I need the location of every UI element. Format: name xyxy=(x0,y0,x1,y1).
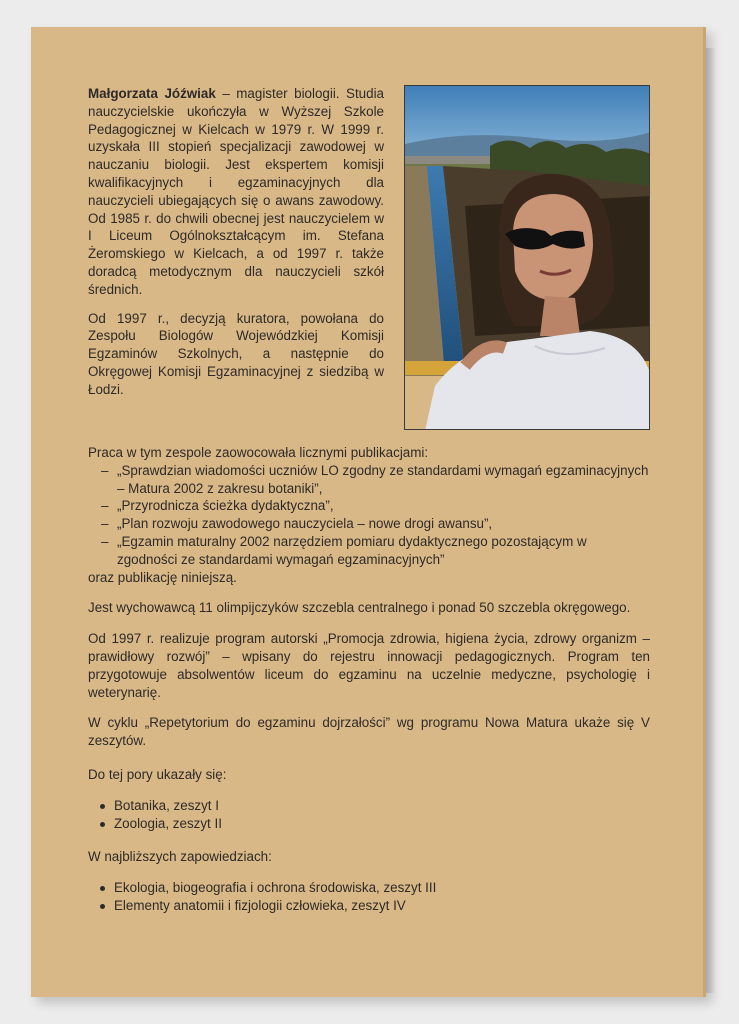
main-text xyxy=(88,444,650,931)
list-dash: – xyxy=(101,516,109,532)
publications-list xyxy=(88,462,650,569)
bio-paragraph-1 xyxy=(88,85,384,299)
upcoming-list xyxy=(88,879,650,915)
publications-outro: oraz publikację niniejszą. xyxy=(88,569,237,585)
list-item: – „Plan rozwoju zawodowego nauczyciela – nowe drogi awansu”, xyxy=(101,516,493,532)
list-dash: – xyxy=(101,498,109,514)
bio-paragraph-2: Od 1997 r., decyzją kuratora, powołana do Zespołu Biologów Wojewódzkiej Komisji Egzaminów Szkolnych, a następnie do Okręgowej Komisji Egzaminacyjnej z siedzibą w Łodzi. xyxy=(88,310,384,397)
author-bio xyxy=(88,85,384,410)
list-item: – „Egzamin maturalny 2002 narzędziem pomiaru dydaktycznego pozostającym w zgodności ze standardami wymagań egzaminacyjnych” xyxy=(101,533,587,567)
author-name: Małgorzata Jóźwiak xyxy=(88,86,216,101)
published-list xyxy=(88,797,650,833)
bullet-icon xyxy=(100,886,105,891)
list-dash: – xyxy=(101,533,109,549)
list-item: – „Sprawdzian wiadomości uczniów LO zgodny ze standardami wymagań egzaminacyjnych – Matura 2002 z zakresu botaniki”, xyxy=(101,462,649,496)
list-dash: – xyxy=(101,462,109,478)
upcoming-heading: W najbliższych zapowiedziach: xyxy=(88,849,272,865)
bullet-icon xyxy=(100,804,105,809)
bullet-icon xyxy=(100,822,105,827)
bio-text: – magister biologii. Studia nauczycielskie ukończyła w Wyższej Szkole Pedagogicznej w Kielcach w 1979 r. W 1999 r. uzyskała III stopień specjalizacji zawodowej w nauczaniu biologii. Jest ekspertem komisji kwalifikacyjnych i egzaminacyjnych dla nauczycieli ubiegających się o awans zawodowy. Od 1985 r. do chwili obecnej jest nauczycielem w I Liceum Ogólnokształcącym im. Stefana Żeromskiego w Kielcach, a od 1997 r. także doradcą metodycznym dla nauczycieli szkół średnich. xyxy=(88,86,385,297)
list-item: Botanika, zeszyt I xyxy=(88,797,650,815)
list-item: Ekologia, biogeografia i ochrona środowiska, zeszyt III xyxy=(88,879,650,897)
bullet-icon xyxy=(100,904,105,909)
author-photo xyxy=(404,85,650,430)
cover-shadow xyxy=(706,48,716,993)
list-item: Elementy anatomii i fizjologii człowieka, zeszyt IV xyxy=(88,897,650,915)
list-item: Zoologia, zeszyt II xyxy=(88,815,650,833)
olympians-paragraph: Jest wychowawcą 11 olimpijczyków szczebla centralnego i ponad 50 szczebla okręgowego. xyxy=(88,600,631,616)
program-paragraph: Od 1997 r. realizuje program autorski „Promocja zdrowia, higiena życia, zdrowy organizm – prawidłowy rozwój” – wpisany do rejestru innowacji pedagogicznych. Program ten przygotowuje absolwentów liceum do egzaminu na uczelnie medyczne, psychologię i weterynarię. xyxy=(88,631,650,700)
list-item: – „Przyrodnicza ścieżka dydaktyczna”, xyxy=(101,498,334,514)
published-heading: Do tej pory ukazały się: xyxy=(88,766,227,782)
publications-intro: Praca w tym zespole zaowocowała licznymi publikacjami: xyxy=(88,445,429,460)
series-paragraph: W cyklu „Repetytorium do egzaminu dojrzałości” wg programu Nowa Matura ukaże się V zeszytów. xyxy=(88,715,650,749)
book-back-cover xyxy=(31,27,706,997)
